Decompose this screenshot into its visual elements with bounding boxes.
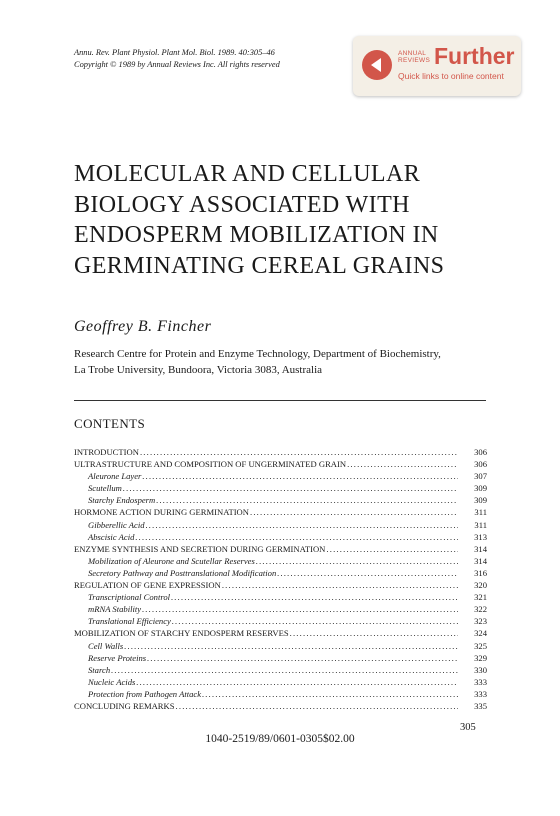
toc-entry[interactable]: [74, 615, 487, 627]
toc-entry[interactable]: [74, 531, 487, 543]
toc-entry-page: 314: [474, 543, 487, 554]
journal-header: [74, 47, 280, 70]
toc-entry-page: 333: [474, 676, 487, 687]
toc-entry-page: 322: [474, 604, 487, 615]
toc-entry-label: Protection from Pathogen Attack: [88, 688, 202, 699]
toc-entry-label: Starchy Endosperm: [88, 495, 156, 506]
toc-leader-dots: [111, 664, 458, 676]
toc-leader-dots: [146, 519, 458, 531]
toc-entry-label: Abscisic Acid: [88, 531, 135, 542]
toc-entry[interactable]: [74, 579, 487, 591]
toc-entry-label: Scutellum: [88, 483, 122, 494]
author-name: Geoffrey B. Fincher: [74, 318, 212, 335]
toc-entry[interactable]: [74, 519, 487, 531]
toc-entry[interactable]: [74, 446, 487, 458]
toc-entry-page: 324: [474, 628, 487, 639]
toc-leader-dots: [250, 506, 458, 518]
toc-entry[interactable]: [74, 627, 487, 639]
left-arrow-icon: [362, 50, 392, 80]
toc-entry-page: 306: [474, 447, 487, 457]
toc-leader-dots: [136, 676, 458, 688]
toc-entry[interactable]: [74, 676, 487, 688]
toc-entry-page: 325: [474, 640, 487, 651]
toc-entry-page: 316: [474, 567, 487, 578]
contents-heading: CONTENTS: [74, 416, 146, 431]
toc-entry-page: 323: [474, 616, 487, 627]
toc-entry-label: Nucleic Acids: [88, 676, 136, 687]
toc-entry-label: MOBILIZATION OF STARCHY ENDOSPERM RESERVES: [74, 628, 289, 639]
toc-entry-label: Starch: [88, 664, 111, 675]
toc-entry[interactable]: [74, 591, 487, 603]
toc-leader-dots: [256, 555, 458, 567]
toc-leader-dots: [202, 688, 458, 700]
toc-entry[interactable]: [74, 506, 487, 518]
affiliation-line: La Trobe University, Bundoora, Victoria 3083, Australia: [74, 364, 323, 376]
title-line: MOLECULAR AND CELLULAR: [74, 161, 421, 187]
toc-entry-label: Secretory Pathway and Posttranslational Modification: [88, 567, 277, 578]
title-line: GERMINATING CEREAL GRAINS: [74, 252, 445, 279]
page-number: 305: [460, 722, 476, 733]
toc-leader-dots: [277, 567, 458, 579]
toc-leader-dots: [222, 579, 458, 591]
toc-entry[interactable]: [74, 543, 487, 555]
toc-leader-dots: [290, 627, 458, 639]
toc-entry[interactable]: [74, 555, 487, 567]
toc-entry-label: Mobilization of Aleurone and Scutellar Reserves: [88, 555, 255, 566]
toc-entry-page: 321: [474, 592, 487, 603]
annual-reviews-logo-text: ANNUAL REVIEWS: [398, 50, 431, 65]
toc-entry-page: 309: [474, 495, 487, 506]
toc-entry-page: 309: [474, 483, 487, 494]
affiliation-line: Research Centre for Protein and Enzyme Technology, Department of Biochemistry,: [74, 348, 441, 360]
toc-entry-page: 333: [474, 688, 487, 699]
toc-entry-page: 330: [474, 664, 487, 675]
toc-entry[interactable]: [74, 652, 487, 664]
toc-leader-dots: [142, 603, 458, 615]
toc-entry-page: 306: [474, 459, 487, 470]
toc-entry-page: 311: [474, 507, 487, 518]
toc-entry-page: 329: [474, 652, 487, 663]
further-label: Further: [434, 43, 515, 69]
toc-entry[interactable]: [74, 700, 487, 712]
toc-entry-page: 320: [474, 580, 487, 591]
title-line: BIOLOGY ASSOCIATED WITH: [74, 191, 410, 218]
toc-entry-page: 311: [474, 519, 487, 530]
publication-code: 1040-2519/89/0601-0305$02.00: [205, 733, 355, 745]
toc-leader-dots: [124, 640, 458, 652]
toc-entry-label: ULTRASTRUCTURE AND COMPOSITION OF UNGERMINATED GRAIN: [74, 459, 347, 470]
toc-entry[interactable]: [74, 664, 487, 676]
toc-leader-dots: [176, 700, 458, 712]
toc-entry-label: CONCLUDING REMARKS: [74, 700, 175, 711]
toc-leader-dots: [347, 458, 458, 470]
toc-leader-dots: [156, 494, 458, 506]
copyright-line: Copyright © 1989 by Annual Reviews Inc. All rights reserved: [74, 59, 280, 69]
section-divider: [74, 400, 486, 401]
toc-entry-label: HORMONE ACTION DURING GERMINATION: [74, 507, 249, 518]
annual-reviews-further-badge[interactable]: [353, 36, 521, 96]
toc-leader-dots: [172, 615, 458, 627]
author-affiliation: [74, 346, 494, 378]
toc-entry[interactable]: [74, 688, 487, 700]
title-line: ENDOSPERM MOBILIZATION IN: [74, 222, 439, 248]
toc-entry[interactable]: [74, 470, 487, 482]
toc-entry-label: Translational Efficiency: [88, 616, 171, 627]
toc-entry[interactable]: [74, 567, 487, 579]
toc-entry-page: 314: [474, 555, 487, 566]
table-of-contents: [74, 446, 487, 712]
citation-line: Annu. Rev. Plant Physiol. Plant Mol. Biol. 1989. 40:305–46: [74, 48, 275, 57]
toc-entry-page: 307: [474, 471, 487, 482]
quick-links-tagline[interactable]: Quick links to online content: [398, 71, 504, 81]
toc-entry[interactable]: [74, 640, 487, 652]
article-title: [74, 159, 444, 281]
toc-entry-label: REGULATION OF GENE EXPRESSION: [74, 580, 221, 591]
toc-entry[interactable]: [74, 603, 487, 615]
toc-leader-dots: [123, 482, 458, 494]
toc-entry[interactable]: [74, 482, 487, 494]
toc-entry-label: ENZYME SYNTHESIS AND SECRETION DURING GERMINATION: [74, 543, 326, 554]
toc-entry-label: Transcriptional Control: [88, 592, 171, 603]
toc-entry-page: 335: [474, 700, 487, 711]
toc-entry-label: mRNA Stability: [88, 604, 142, 615]
toc-entry-label: INTRODUCTION: [74, 447, 139, 457]
toc-entry-label: Gibberellic Acid: [88, 519, 145, 530]
toc-leader-dots: [140, 446, 458, 458]
toc-leader-dots: [135, 531, 458, 543]
toc-leader-dots: [171, 591, 458, 603]
toc-leader-dots: [147, 652, 458, 664]
toc-leader-dots: [326, 543, 458, 555]
toc-entry-page: 313: [474, 531, 487, 542]
toc-entry-label: Cell Walls: [88, 640, 124, 651]
toc-entry[interactable]: [74, 458, 487, 470]
toc-entry[interactable]: [74, 494, 487, 506]
toc-leader-dots: [142, 470, 458, 482]
toc-entry-label: Aleurone Layer: [88, 471, 142, 482]
toc-entry-label: Reserve Proteins: [88, 652, 147, 663]
